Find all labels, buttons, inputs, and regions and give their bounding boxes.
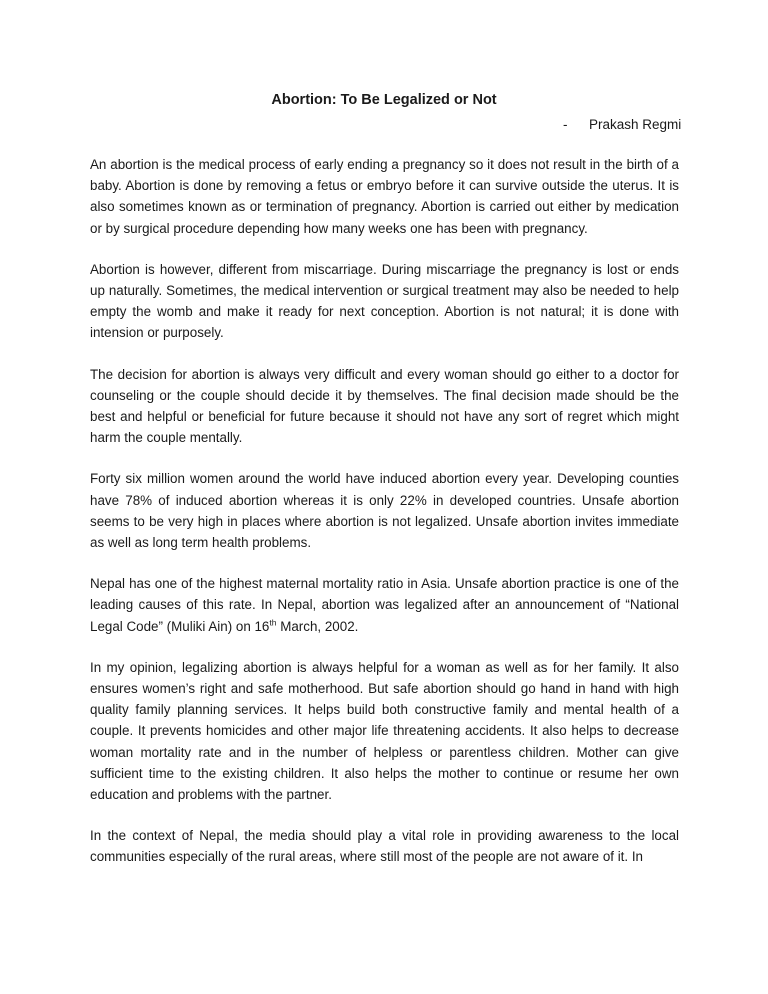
paragraph-5-text: Nepal has one of the highest maternal mortality ratio in Asia. Unsafe abortion practice is one of the leading causes of this rate. In Nepal, abortion was legalized after an announcement of “National Legal Code” (Muliki Ain) on 16 (90, 576, 679, 634)
ordinal-superscript: th (269, 617, 277, 628)
paragraph-6: In my opinion, legalizing abortion is always helpful for a woman as well as for her family. It also ensures women’s right and safe motherhood. But safe abortion should go hand in hand with high quality family planning services. It helps build both constructive family and mental health of a couple. It prevents homicides and other major life threatening accidents. It also helps to decrease woman mortality rate and in the number of helpless or parentless children. Mother can give sufficient time to the existing children. It also helps the mother to continue or resume her own education and problems with the partner. (90, 659, 679, 803)
author-line (563, 117, 681, 132)
paragraph-5 (90, 573, 679, 637)
paragraph-3: The decision for abortion is always very difficult and every woman should go either to a doctor for counseling or the couple should decide it by themselves. The final decision made should be the best and helpful or beneficial for future because it should not have any sort of regret which might harm the couple mentally. (90, 366, 679, 446)
author-name: Prakash Regmi (589, 117, 682, 132)
paragraph-5-text-end: March, 2002. (276, 618, 359, 634)
paragraph-1: An abortion is the medical process of early ending a pregnancy so it does not result in the birth of a baby. Abortion is done by removing a fetus or embryo before it can survive outside the uterus. It is also sometimes known as or termination of pregnancy. Abortion is carried out either by medication or by surgical procedure depending how many weeks one has been with pregnancy. (90, 157, 679, 236)
document-title: Abortion: To Be Legalized or Not (271, 92, 497, 108)
paragraph-4: Forty six million women around the world have induced abortion every year. Developing counties have 78% of induced abortion whereas it is only 22% in developed countries. Unsafe abortion seems to be very high in places where abortion is not legalized. Unsafe abortion invites immediate as well as long term health problems. (90, 471, 679, 551)
document-body (90, 154, 679, 888)
paragraph-2: Abortion is however, different from miscarriage. During miscarriage the pregnancy is lost or ends up naturally. Sometimes, the medical intervention or surgical treatment may also be needed to help empty the womb and make it ready for next conception. Abortion is not natural; it is done with intension or purposely. (90, 261, 679, 341)
author-dash: - (563, 117, 568, 132)
paragraph-7: In the context of Nepal, the media should play a vital role in providing awareness to the local communities especially of the rural areas, where still most of the people are not aware of it. In (90, 828, 679, 865)
